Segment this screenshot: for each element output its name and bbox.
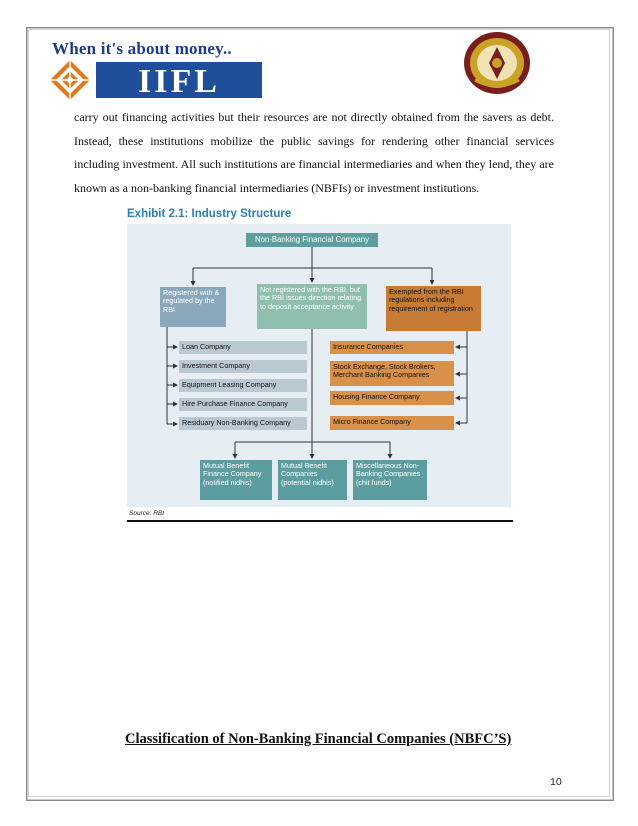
section-heading: Classification of Non-Banking Financial Companies (NBFC’S) [125, 731, 512, 747]
exhibit-source: Source: RBI [129, 510, 165, 517]
page-number: 10 [550, 776, 562, 788]
exhibit-rule [127, 520, 513, 522]
body-paragraph: carry out financing activities but their resources are not directly obtained from the savers as debt. Instead, these institutions mobilize the public savings for rendering other financial services including investment. All such institutions are financial intermediaries and when they lend, they are known as a non-banking financial intermediaries (NBFIs) or investment institutions. [74, 110, 554, 195]
right-item-3: Micro Finance Company [330, 416, 454, 430]
left-item-1: Investment Company [179, 360, 307, 373]
registered-box: Registered with & regulated by the RBI [160, 287, 226, 327]
right-item-1: Stock Exchange, Stock Brokers, Merchant Banking Companies [330, 361, 454, 386]
exempted-box: Exempted from the RBI regulations including requirement of registration [386, 286, 481, 331]
nbfc-top-box: Non-Banking Financial Company [246, 233, 378, 247]
exhibit-header [127, 208, 512, 223]
bottom-item-1: Mutual Benefit Companies (potential nidhis) [278, 460, 347, 500]
right-item-0: Insurance Companies [330, 341, 454, 354]
diagram-connectors [127, 224, 511, 507]
bottom-item-0: Mutual Benefit Finance Company (notified nidhis) [200, 460, 272, 500]
left-item-3: Hire Purchase Finance Company [179, 398, 307, 411]
brand-text: IIFL [138, 63, 220, 100]
tagline: When it's about money.. [52, 39, 232, 58]
exhibit-title: Exhibit 2.1: Industry Structure [127, 208, 292, 220]
left-item-2: Equipment Leasing Company [179, 379, 307, 392]
not-registered-box: Not registered with the RBI, but the RBI issues direction relating to deposit acceptance activity [257, 284, 367, 329]
bottom-item-2: Miscellaneous Non-Banking Companies (chit funds) [353, 460, 427, 500]
left-item-0: Loan Company [179, 341, 307, 354]
institution-seal [461, 30, 533, 96]
left-item-4: Residuary Non-Banking Company [179, 417, 307, 430]
right-item-2: Housing Finance Company [330, 391, 454, 405]
